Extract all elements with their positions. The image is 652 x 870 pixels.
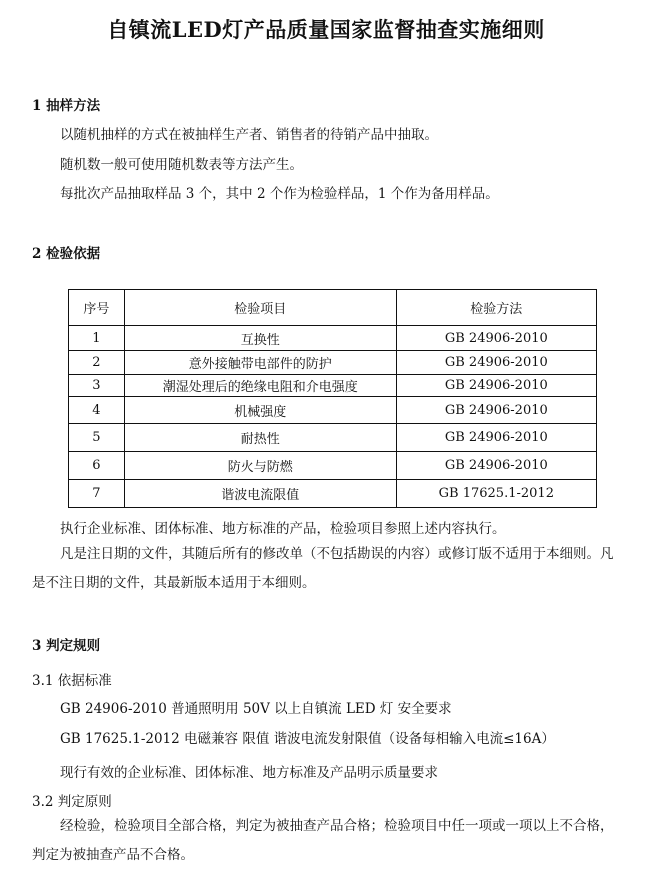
table-row — [69, 351, 597, 375]
table-cell: GB 24906-2010 — [396, 452, 596, 480]
table-header-cell: 检验项目 — [124, 290, 396, 326]
section-3-2-heading: 3.2 判定原则 — [32, 794, 112, 810]
table-cell: 机械强度 — [124, 397, 396, 424]
section-1-paragraph-1: 以随机抽样的方式在被抽样生产者、销售者的待销产品中抽取。 — [60, 127, 438, 143]
table-cell: 防火与防燃 — [124, 452, 396, 480]
section-2-paragraph-2: 凡是注日期的文件，其随后所有的修改单（不包括勘误的内容）或修订版不适用于本细则。凡是不注日期的文件，其最新版本适用于本细则。 — [32, 546, 614, 591]
table-cell: 2 — [69, 351, 125, 375]
table-row — [69, 424, 597, 452]
section-2-heading: 2 检验依据 — [32, 246, 101, 262]
table-cell: 潮湿处理后的绝缘电阻和介电强度 — [124, 375, 396, 397]
section-1-heading: 1 抽样方法 — [32, 98, 101, 114]
document-title: 自镇流LED灯产品质量国家监督抽查实施细则 — [107, 17, 545, 42]
table-header-row — [69, 290, 597, 326]
section-2-paragraph-1: 执行企业标准、团体标准、地方标准的产品，检验项目参照上述内容执行。 — [60, 521, 506, 537]
table-cell: GB 24906-2010 — [396, 375, 596, 397]
section-1-paragraph-3: 每批次产品抽取样品 3 个，其中 2 个作为检验样品，1 个作为备用样品。 — [60, 186, 499, 202]
standard-item-3: 现行有效的企业标准、团体标准、地方标准及产品明示质量要求 — [60, 765, 438, 781]
table-cell: 7 — [69, 480, 125, 508]
table-cell: 3 — [69, 375, 125, 397]
table-row — [69, 326, 597, 351]
section-3-heading: 3 判定规则 — [32, 638, 101, 654]
table-cell: GB 17625.1-2012 — [396, 480, 596, 508]
standard-item-2: GB 17625.1-2012 电磁兼容 限值 谐波电流发射限值（设备每相输入电流≤16A） — [60, 731, 555, 747]
table-row — [69, 397, 597, 424]
table-cell: 1 — [69, 326, 125, 351]
table-cell: GB 24906-2010 — [396, 424, 596, 452]
table-cell: 6 — [69, 452, 125, 480]
section-3-1-heading: 3.1 依据标准 — [32, 673, 112, 689]
table-cell: GB 24906-2010 — [396, 351, 596, 375]
inspection-items-table — [68, 289, 597, 508]
table-cell: GB 24906-2010 — [396, 397, 596, 424]
table-row — [69, 480, 597, 508]
table-cell: 意外接触带电部件的防护 — [124, 351, 396, 375]
table-cell: 4 — [69, 397, 125, 424]
table-cell: 耐热性 — [124, 424, 396, 452]
table-header-cell: 检验方法 — [396, 290, 596, 326]
table-cell: GB 24906-2010 — [396, 326, 596, 351]
table-row — [69, 452, 597, 480]
section-3-2-paragraph: 经检验，检验项目全部合格，判定为被抽查产品合格；检验项目中任一项或一项以上不合格，判定为被抽查产品不合格。 — [32, 818, 614, 863]
table-cell: 谐波电流限值 — [124, 480, 396, 508]
table-row — [69, 375, 597, 397]
table-cell: 互换性 — [124, 326, 396, 351]
table-cell: 5 — [69, 424, 125, 452]
table-header-cell: 序号 — [69, 290, 125, 326]
standard-item-1: GB 24906-2010 普通照明用 50V 以上自镇流 LED 灯 安全要求 — [60, 701, 452, 717]
section-1-paragraph-2: 随机数一般可使用随机数表等方法产生。 — [60, 157, 303, 173]
